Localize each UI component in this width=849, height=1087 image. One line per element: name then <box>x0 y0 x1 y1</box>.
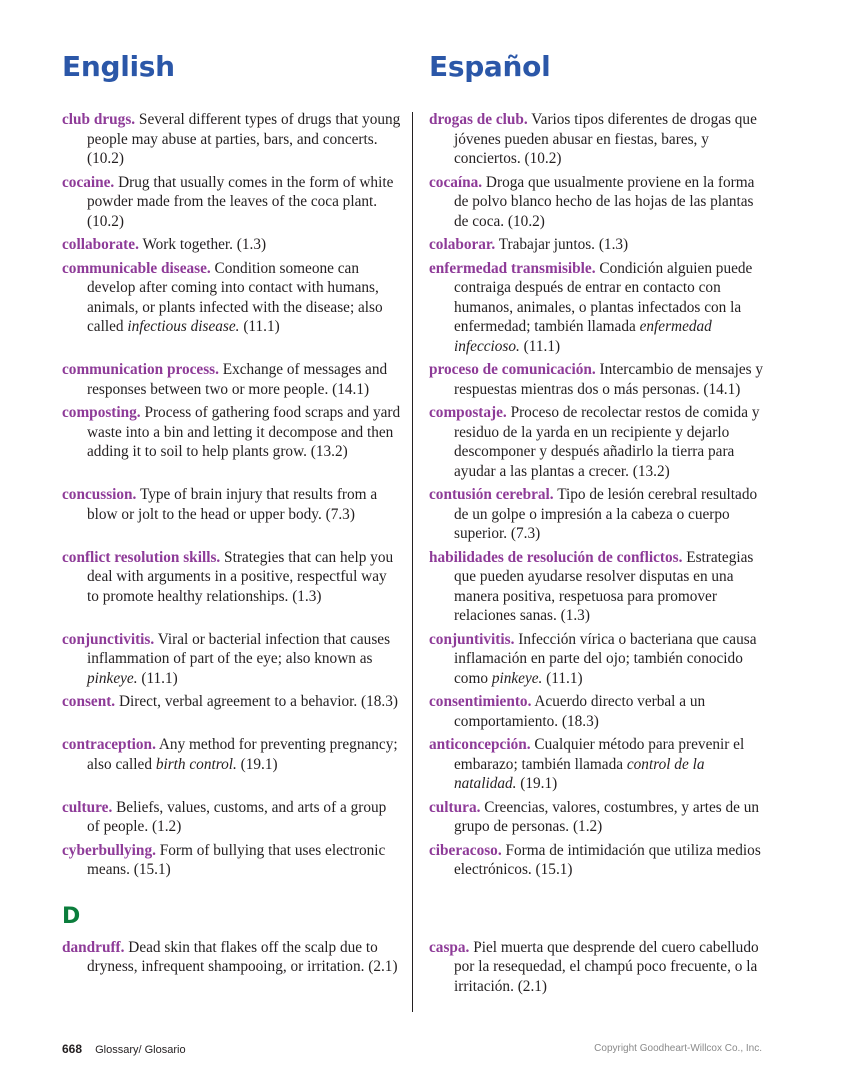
glossary-entry-en <box>62 735 402 794</box>
glossary-grid <box>62 110 769 996</box>
definition-text: Direct, verbal agreement to a behavior. (18.3) <box>115 693 398 710</box>
definition-italic: control de la natalidad. <box>454 755 705 792</box>
glossary-term: habilidades de resolución de conflictos. <box>429 548 683 566</box>
glossary-entry-en <box>62 841 402 880</box>
definition-text: Strategies that can help you deal with arguments in a positive, respectful way to promote healthy relationships. (1.3) <box>87 548 394 605</box>
definition-reference: (19.1) <box>516 775 558 792</box>
glossary-term: composting. <box>62 404 141 421</box>
definition-reference: (11.1) <box>519 337 561 355</box>
glossary-entry-en <box>62 485 402 544</box>
definition-italic: birth control. <box>155 755 237 773</box>
glossary-term: collaborate. <box>62 236 139 253</box>
definition-text: Forma de intimidación que utiliza medios electrónicos. (15.1) <box>454 841 761 878</box>
glossary-entry-es <box>429 630 769 689</box>
definition-text: Tipo de lesión cerebral resultado de un golpe o impresión a la cabeza o cuerpo superior. (7.3) <box>454 486 758 542</box>
definition-reference: (11.1) <box>542 669 583 687</box>
glossary-term: proceso de comunicación. <box>429 361 596 378</box>
glossary-term: cyberbullying. <box>62 841 156 859</box>
glossary-term: consentimiento. <box>429 693 532 710</box>
glossary-term: caspa. <box>429 938 470 956</box>
definition-text: Beliefs, values, customs, and arts of a group of people. (1.2) <box>87 798 387 835</box>
section-label: Glossary/ Glosario <box>95 1044 186 1056</box>
definition-text: Type of brain injury that results from a blow or jolt to the head or upper body. (7.3) <box>87 486 378 523</box>
glossary-term: communication process. <box>62 361 219 378</box>
glossary-entry-en <box>62 403 402 481</box>
definition-text: Intercambio de mensajes y respuestas mientras dos o más personas. (14.1) <box>454 361 764 398</box>
english-heading: English <box>62 50 175 83</box>
glossary-term: contusión cerebral. <box>429 486 554 503</box>
glossary-entry-en <box>62 692 402 731</box>
glossary-entry-en <box>62 360 402 399</box>
glossary-term: cocaine. <box>62 173 115 191</box>
glossary-entry-en <box>62 110 402 169</box>
glossary-entry-en <box>62 938 402 997</box>
definition-text: Droga que usualmente proviene en la forma de polvo blanco hecho de las hojas de las plantas de coca. (10.2) <box>454 173 755 230</box>
definition-text: Exchange of messages and responses between two or more people. (14.1) <box>87 361 388 398</box>
glossary-term: conjuntivitis. <box>429 630 515 648</box>
glossary-term: conflict resolution skills. <box>62 548 221 566</box>
definition-reference: (11.1) <box>137 669 178 687</box>
glossary-term: cultura. <box>429 798 481 816</box>
glossary-entry-es <box>429 938 769 997</box>
glossary-term: anticoncepción. <box>429 736 531 753</box>
glossary-term: consent. <box>62 693 116 710</box>
glossary-term: ciberacoso. <box>429 841 502 859</box>
glossary-term: communicable disease. <box>62 259 211 277</box>
glossary-entry-en <box>62 798 402 837</box>
copyright: Copyright Goodheart-Willcox Co., Inc. <box>594 1043 762 1054</box>
definition-text: Drug that usually comes in the form of white powder made from the leaves of the coca plant. (10.2) <box>87 173 394 230</box>
glossary-entry-es <box>429 485 769 544</box>
glossary-entry-es <box>429 173 769 232</box>
glossary-entry-en <box>62 173 402 232</box>
glossary-entry-es <box>429 798 769 837</box>
definition-text: Varios tipos diferentes de drogas que jóvenes pueden abusar en fiestas, bares, y conciertos. (10.2) <box>454 111 757 167</box>
definition-text: Proceso de recolectar restos de comida y residuo de la yarda en un recipiente y dejarlo descomponer y después añadirlo la tierra para ayudar a las plantas a crecer. (13.2) <box>454 404 760 480</box>
glossary-entry-es <box>429 360 769 399</box>
glossary-term: dandruff. <box>62 938 125 956</box>
glossary-entry-en <box>62 630 402 689</box>
glossary-entry-es <box>429 735 769 794</box>
glossary-entry-es <box>429 110 769 169</box>
definition-italic: pinkeye. <box>491 669 543 687</box>
glossary-term: club drugs. <box>62 111 136 128</box>
glossary-entry-es <box>429 548 769 626</box>
page-number: 668 <box>62 1042 83 1056</box>
definition-text: Infección vírica o bacteriana que causa inflamación en parte del ojo; también conocido como <box>454 630 757 687</box>
definition-text: Estrategias que pueden ayudarse resolver disputas en una manera positiva, respetuosa para promover relaciones sanas. (1.3) <box>454 548 754 624</box>
glossary-entry-en <box>62 259 402 357</box>
definition-italic: enfermedad infeccioso. <box>454 318 712 355</box>
glossary-term: concussion. <box>62 486 137 503</box>
spanish-heading: Español <box>429 50 551 83</box>
glossary-entry-es <box>429 235 769 255</box>
glossary-term: compostaje. <box>429 404 507 421</box>
glossary-term: drogas de club. <box>429 111 528 128</box>
definition-text: Creencias, valores, costumbres, y artes de un grupo de personas. (1.2) <box>454 798 760 835</box>
glossary-entry-es <box>429 692 769 731</box>
definition-text: Form of bullying that uses electronic means. (15.1) <box>87 841 386 878</box>
definition-italic: infectious disease. <box>127 318 240 335</box>
glossary-entry-es <box>429 403 769 481</box>
glossary-term: culture. <box>62 798 113 816</box>
definition-text: Process of gathering food scraps and yard waste into a bin and letting it decompose and then adding it to soil to help plants grow. (13.2) <box>87 404 401 460</box>
definition-text: Dead skin that flakes off the scalp due to dryness, infrequent shampooing, or irritation. (2.1) <box>87 938 398 975</box>
definition-text: Acuerdo directo verbal a un comportamiento. (18.3) <box>454 693 706 730</box>
glossary-term: cocaína. <box>429 173 483 191</box>
letter-heading-d: D <box>62 903 81 929</box>
definition-text: Any method for preventing pregnancy; also called <box>87 736 398 773</box>
glossary-term: contraception. <box>62 736 156 753</box>
definition-text: Several different types of drugs that young people may abuse at parties, bars, and concerts. (10.2) <box>87 111 401 167</box>
definition-text: Cualquier método para prevenir el embarazo; también llamada <box>454 736 745 773</box>
definition-text: Condición alguien puede contraiga después de entrar en contacto con humanos, animales, o plantas infectados con la enfermedad; también llamada <box>454 259 753 335</box>
glossary-term: conjunctivitis. <box>62 630 155 648</box>
definition-text: Trabajar juntos. (1.3) <box>495 236 629 253</box>
definition-text: Condition someone can develop after coming into contact with humans, animals, or plants infected with the disease; also called <box>87 259 383 335</box>
glossary-entry-es <box>429 259 769 357</box>
glossary-entry-es <box>429 841 769 880</box>
glossary-entry-en <box>62 548 402 626</box>
definition-reference: (19.1) <box>236 755 278 773</box>
glossary-term: colaborar. <box>429 236 496 253</box>
definition-text: Piel muerta que desprende del cuero cabelludo por la resequedad, el champú poco frecuente, o la irritación. (2.1) <box>454 938 759 995</box>
page-footer <box>62 1042 762 1056</box>
glossary-entry-en <box>62 235 402 255</box>
definition-italic: pinkeye. <box>87 669 138 687</box>
glossary-term: enfermedad transmisible. <box>429 259 596 277</box>
definition-text: Viral or bacterial infection that causes inflammation of part of the eye; also known as <box>87 630 391 667</box>
definition-reference: (11.1) <box>239 318 280 335</box>
definition-text: Work together. (1.3) <box>138 236 267 253</box>
